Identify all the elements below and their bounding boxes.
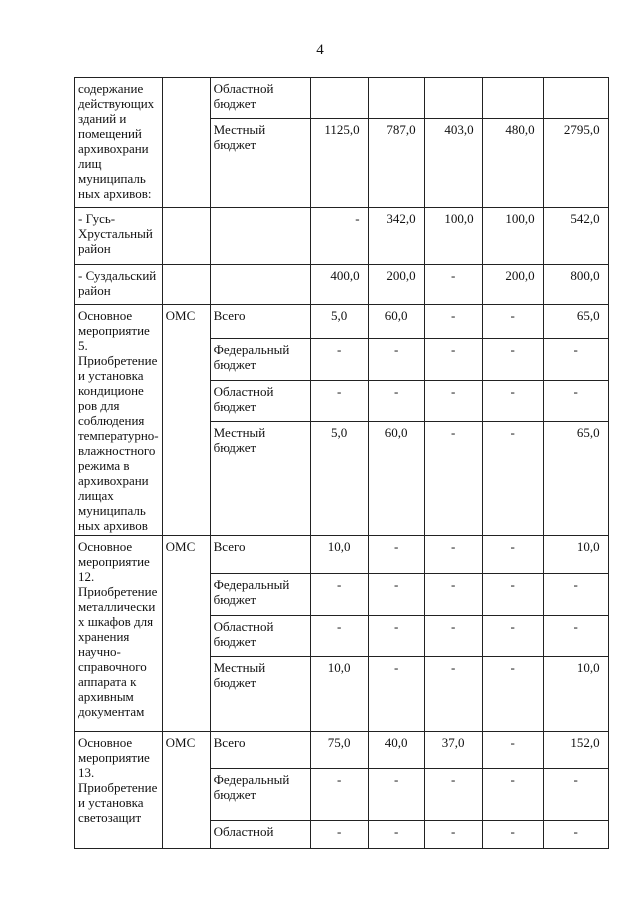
value-cell: - — [482, 574, 543, 616]
value-cell — [424, 78, 482, 119]
value-cell: 10,0 — [543, 657, 608, 732]
value-cell: - — [424, 536, 482, 574]
executor-cell: ОМС — [162, 305, 210, 536]
source-cell: Всего — [210, 732, 310, 769]
page-number: 4 — [316, 42, 324, 58]
value-cell: 800,0 — [543, 265, 608, 305]
activity-cell: Основное мероприятие 5. Приобретение и установка кондиционе ров для соблюдения температурно-влажностного режима в архивохрани лищах муниципаль ных архивов — [75, 305, 163, 536]
value-cell: 75,0 — [310, 732, 368, 769]
value-cell: 100,0 — [424, 208, 482, 265]
table-row — [75, 208, 609, 265]
executor-cell — [162, 78, 210, 208]
value-cell: 60,0 — [368, 305, 424, 339]
value-cell: 37,0 — [424, 732, 482, 769]
activity-cell: - Суздальский район — [75, 265, 163, 305]
value-cell: - — [424, 265, 482, 305]
table-row — [75, 732, 609, 769]
activity-cell: Основное мероприятие 12. Приобретение металлически х шкафов для хранения научно-справочного аппарата к архивным документам — [75, 536, 163, 732]
value-cell: 1125,0 — [310, 119, 368, 208]
value-cell: - — [482, 821, 543, 849]
value-cell: - — [543, 821, 608, 849]
value-cell: 40,0 — [368, 732, 424, 769]
value-cell: 542,0 — [543, 208, 608, 265]
table-row — [75, 78, 609, 119]
source-cell: Федеральный бюджет — [210, 769, 310, 821]
value-cell: - — [310, 574, 368, 616]
source-cell: Областной — [210, 821, 310, 849]
value-cell — [543, 78, 608, 119]
value-cell: 200,0 — [368, 265, 424, 305]
value-cell: 403,0 — [424, 119, 482, 208]
source-cell: Областной бюджет — [210, 616, 310, 657]
source-cell — [210, 265, 310, 305]
value-cell: - — [482, 380, 543, 421]
value-cell: 10,0 — [543, 536, 608, 574]
table-row — [75, 265, 609, 305]
value-cell: - — [482, 536, 543, 574]
value-cell: - — [310, 339, 368, 380]
executor-cell: ОМС — [162, 732, 210, 849]
value-cell: - — [482, 769, 543, 821]
value-cell: - — [424, 821, 482, 849]
value-cell: 10,0 — [310, 536, 368, 574]
value-cell: 787,0 — [368, 119, 424, 208]
value-cell: - — [368, 574, 424, 616]
value-cell: - — [482, 657, 543, 732]
value-cell: - — [310, 821, 368, 849]
value-cell: 400,0 — [310, 265, 368, 305]
value-cell: - — [368, 339, 424, 380]
value-cell: - — [424, 305, 482, 339]
source-cell: Областной бюджет — [210, 78, 310, 119]
activity-cell: - Гусь-Хрустальный район — [75, 208, 163, 265]
value-cell: - — [368, 821, 424, 849]
value-cell: 10,0 — [310, 657, 368, 732]
value-cell: - — [310, 769, 368, 821]
value-cell: 65,0 — [543, 421, 608, 535]
value-cell: - — [543, 616, 608, 657]
value-cell: - — [310, 380, 368, 421]
value-cell: 2795,0 — [543, 119, 608, 208]
source-cell: Всего — [210, 536, 310, 574]
value-cell: - — [424, 339, 482, 380]
executor-cell: ОМС — [162, 536, 210, 732]
budget-table — [74, 77, 609, 849]
value-cell: - — [543, 339, 608, 380]
source-cell: Федеральный бюджет — [210, 574, 310, 616]
executor-cell — [162, 265, 210, 305]
value-cell: - — [482, 339, 543, 380]
source-cell: Местный бюджет — [210, 119, 310, 208]
value-cell: - — [424, 769, 482, 821]
source-cell — [210, 208, 310, 265]
value-cell: - — [310, 208, 368, 265]
value-cell: - — [482, 732, 543, 769]
value-cell: - — [543, 574, 608, 616]
value-cell: - — [424, 616, 482, 657]
value-cell: - — [482, 616, 543, 657]
value-cell: 152,0 — [543, 732, 608, 769]
value-cell: - — [482, 305, 543, 339]
activity-cell: содержание действующих зданий и помещений архивохрани лищ муниципаль ных архивов: — [75, 78, 163, 208]
source-cell: Федеральный бюджет — [210, 339, 310, 380]
value-cell: - — [368, 657, 424, 732]
value-cell — [482, 78, 543, 119]
source-cell: Местный бюджет — [210, 657, 310, 732]
value-cell: - — [424, 657, 482, 732]
source-cell: Областной бюджет — [210, 380, 310, 421]
value-cell: 65,0 — [543, 305, 608, 339]
value-cell — [368, 78, 424, 119]
table-row — [75, 305, 609, 339]
value-cell: - — [424, 574, 482, 616]
value-cell: - — [424, 421, 482, 535]
value-cell: 60,0 — [368, 421, 424, 535]
value-cell: - — [368, 380, 424, 421]
value-cell: 5,0 — [310, 421, 368, 535]
value-cell: 5,0 — [310, 305, 368, 339]
value-cell: 342,0 — [368, 208, 424, 265]
value-cell: - — [368, 616, 424, 657]
activity-cell: Основное мероприятие 13. Приобретение и установка светозащит — [75, 732, 163, 849]
value-cell: - — [543, 380, 608, 421]
value-cell: - — [310, 616, 368, 657]
value-cell: - — [482, 421, 543, 535]
value-cell — [310, 78, 368, 119]
value-cell: - — [424, 380, 482, 421]
value-cell: 480,0 — [482, 119, 543, 208]
value-cell: - — [543, 769, 608, 821]
value-cell: - — [368, 769, 424, 821]
value-cell: 100,0 — [482, 208, 543, 265]
source-cell: Местный бюджет — [210, 421, 310, 535]
value-cell: 200,0 — [482, 265, 543, 305]
executor-cell — [162, 208, 210, 265]
table-row — [75, 536, 609, 574]
value-cell: - — [368, 536, 424, 574]
source-cell: Всего — [210, 305, 310, 339]
